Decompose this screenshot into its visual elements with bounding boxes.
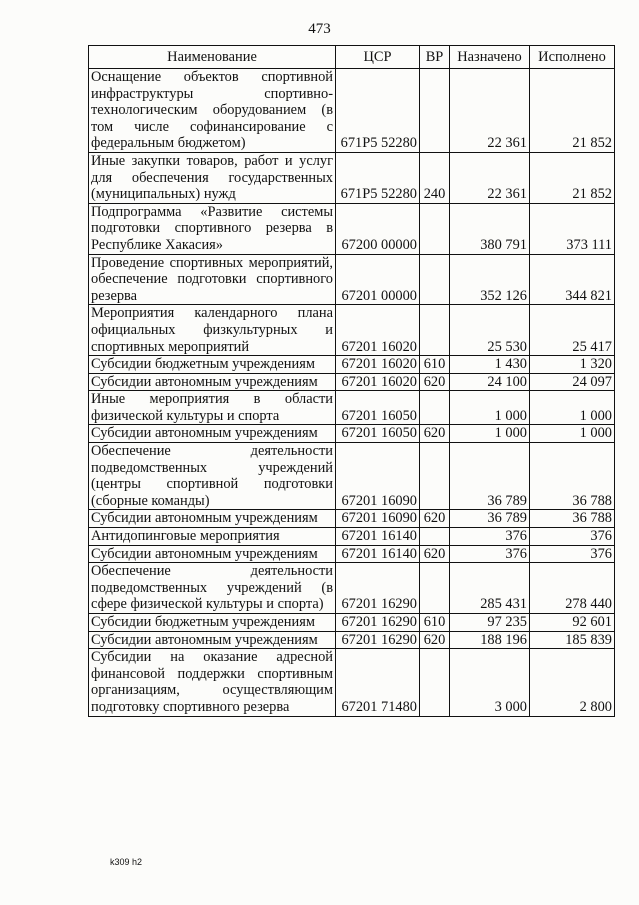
cell-executed: 1 000 [530, 425, 615, 443]
cell-name: Субсидии автономным учреждениям [89, 510, 336, 528]
table-row [89, 305, 615, 356]
cell-vr [420, 443, 450, 510]
cell-csr: 67201 16020 [336, 373, 420, 391]
cell-vr: 620 [420, 373, 450, 391]
cell-executed: 25 417 [530, 305, 615, 356]
cell-vr [420, 69, 450, 153]
cell-planned: 3 000 [450, 649, 530, 716]
cell-vr [420, 254, 450, 305]
table-row [89, 510, 615, 528]
cell-name: Иные закупки товаров, работ и услуг для обеспечения государственных (муниципальных) нужд [89, 152, 336, 203]
table-row [89, 69, 615, 153]
table-row [89, 443, 615, 510]
table-row [89, 563, 615, 614]
cell-planned: 380 791 [450, 203, 530, 254]
table-row [89, 254, 615, 305]
budget-table [88, 45, 615, 717]
cell-executed: 21 852 [530, 69, 615, 153]
cell-csr: 67201 16020 [336, 356, 420, 374]
cell-vr: 620 [420, 425, 450, 443]
cell-planned: 97 235 [450, 614, 530, 632]
cell-planned: 376 [450, 545, 530, 563]
cell-csr: 671P5 52280 [336, 152, 420, 203]
cell-planned: 36 789 [450, 510, 530, 528]
cell-executed: 24 097 [530, 373, 615, 391]
table-row [89, 631, 615, 649]
cell-planned: 36 789 [450, 443, 530, 510]
table-row [89, 614, 615, 632]
cell-name: Обеспечение деятельности подведомственных учреждений (центры спортивной подготовки (сборные команды) [89, 443, 336, 510]
cell-planned: 25 530 [450, 305, 530, 356]
table-row [89, 528, 615, 546]
cell-executed: 1 000 [530, 391, 615, 425]
cell-executed: 92 601 [530, 614, 615, 632]
cell-vr: 610 [420, 614, 450, 632]
cell-csr: 67201 16050 [336, 425, 420, 443]
footer-code: k309 h2 [110, 857, 143, 867]
cell-csr: 67201 71480 [336, 649, 420, 716]
header-vr: ВР [420, 46, 450, 69]
header-name: Наименование [89, 46, 336, 69]
cell-executed: 376 [530, 528, 615, 546]
cell-vr: 240 [420, 152, 450, 203]
cell-vr [420, 649, 450, 716]
cell-name: Субсидии автономным учреждениям [89, 425, 336, 443]
table-header-row [89, 46, 615, 69]
cell-planned: 22 361 [450, 152, 530, 203]
cell-csr: 67201 16290 [336, 614, 420, 632]
cell-vr [420, 203, 450, 254]
cell-executed: 278 440 [530, 563, 615, 614]
table-row [89, 356, 615, 374]
header-executed: Исполнено [530, 46, 615, 69]
cell-planned: 1 000 [450, 391, 530, 425]
cell-vr [420, 391, 450, 425]
cell-csr: 67200 00000 [336, 203, 420, 254]
cell-name: Субсидии автономным учреждениям [89, 631, 336, 649]
cell-csr: 671P5 52280 [336, 69, 420, 153]
cell-name: Иные мероприятия в области физической культуры и спорта [89, 391, 336, 425]
cell-executed: 344 821 [530, 254, 615, 305]
page-number: 473 [308, 21, 331, 37]
cell-executed: 36 788 [530, 443, 615, 510]
cell-executed: 376 [530, 545, 615, 563]
table-row [89, 425, 615, 443]
cell-name: Подпрограмма «Развитие системы подготовки спортивного резерва в Республике Хакасия» [89, 203, 336, 254]
cell-planned: 352 126 [450, 254, 530, 305]
cell-csr: 67201 16290 [336, 631, 420, 649]
cell-name: Антидопинговые мероприятия [89, 528, 336, 546]
cell-vr: 620 [420, 631, 450, 649]
table-row [89, 649, 615, 716]
cell-csr: 67201 16140 [336, 528, 420, 546]
cell-csr: 67201 16090 [336, 510, 420, 528]
cell-name: Оснащение объектов спортивной инфраструктуры спортивно-технологическим оборудованием (в том числе софинансирование с федеральным бюджетом) [89, 69, 336, 153]
cell-executed: 185 839 [530, 631, 615, 649]
cell-planned: 1 430 [450, 356, 530, 374]
cell-planned: 24 100 [450, 373, 530, 391]
cell-executed: 1 320 [530, 356, 615, 374]
table-row [89, 391, 615, 425]
cell-executed: 373 111 [530, 203, 615, 254]
cell-vr [420, 563, 450, 614]
table-row [89, 545, 615, 563]
cell-planned: 1 000 [450, 425, 530, 443]
cell-name: Субсидии на оказание адресной финансовой поддержки спортивным организациям, осуществляющим подготовку спортивного резерва [89, 649, 336, 716]
cell-planned: 285 431 [450, 563, 530, 614]
cell-name: Субсидии автономным учреждениям [89, 373, 336, 391]
cell-name: Субсидии бюджетным учреждениям [89, 614, 336, 632]
cell-csr: 67201 16020 [336, 305, 420, 356]
cell-planned: 376 [450, 528, 530, 546]
cell-name: Субсидии бюджетным учреждениям [89, 356, 336, 374]
table-row [89, 203, 615, 254]
cell-name: Обеспечение деятельности подведомственных учреждений (в сфере физической культуры и спорта) [89, 563, 336, 614]
header-planned: Назначено [450, 46, 530, 69]
cell-executed: 36 788 [530, 510, 615, 528]
header-csr: ЦСР [336, 46, 420, 69]
cell-vr: 620 [420, 510, 450, 528]
cell-vr: 620 [420, 545, 450, 563]
cell-name: Мероприятия календарного плана официальных физкультурных и спортивных мероприятий [89, 305, 336, 356]
cell-executed: 2 800 [530, 649, 615, 716]
cell-planned: 188 196 [450, 631, 530, 649]
cell-vr [420, 305, 450, 356]
cell-csr: 67201 16050 [336, 391, 420, 425]
cell-name: Субсидии автономным учреждениям [89, 545, 336, 563]
table-row [89, 152, 615, 203]
cell-vr [420, 528, 450, 546]
cell-planned: 22 361 [450, 69, 530, 153]
cell-name: Проведение спортивных мероприятий, обеспечение подготовки спортивного резерва [89, 254, 336, 305]
table-body [89, 69, 615, 717]
cell-csr: 67201 00000 [336, 254, 420, 305]
cell-csr: 67201 16290 [336, 563, 420, 614]
cell-csr: 67201 16090 [336, 443, 420, 510]
cell-vr: 610 [420, 356, 450, 374]
table-row [89, 373, 615, 391]
cell-csr: 67201 16140 [336, 545, 420, 563]
cell-executed: 21 852 [530, 152, 615, 203]
